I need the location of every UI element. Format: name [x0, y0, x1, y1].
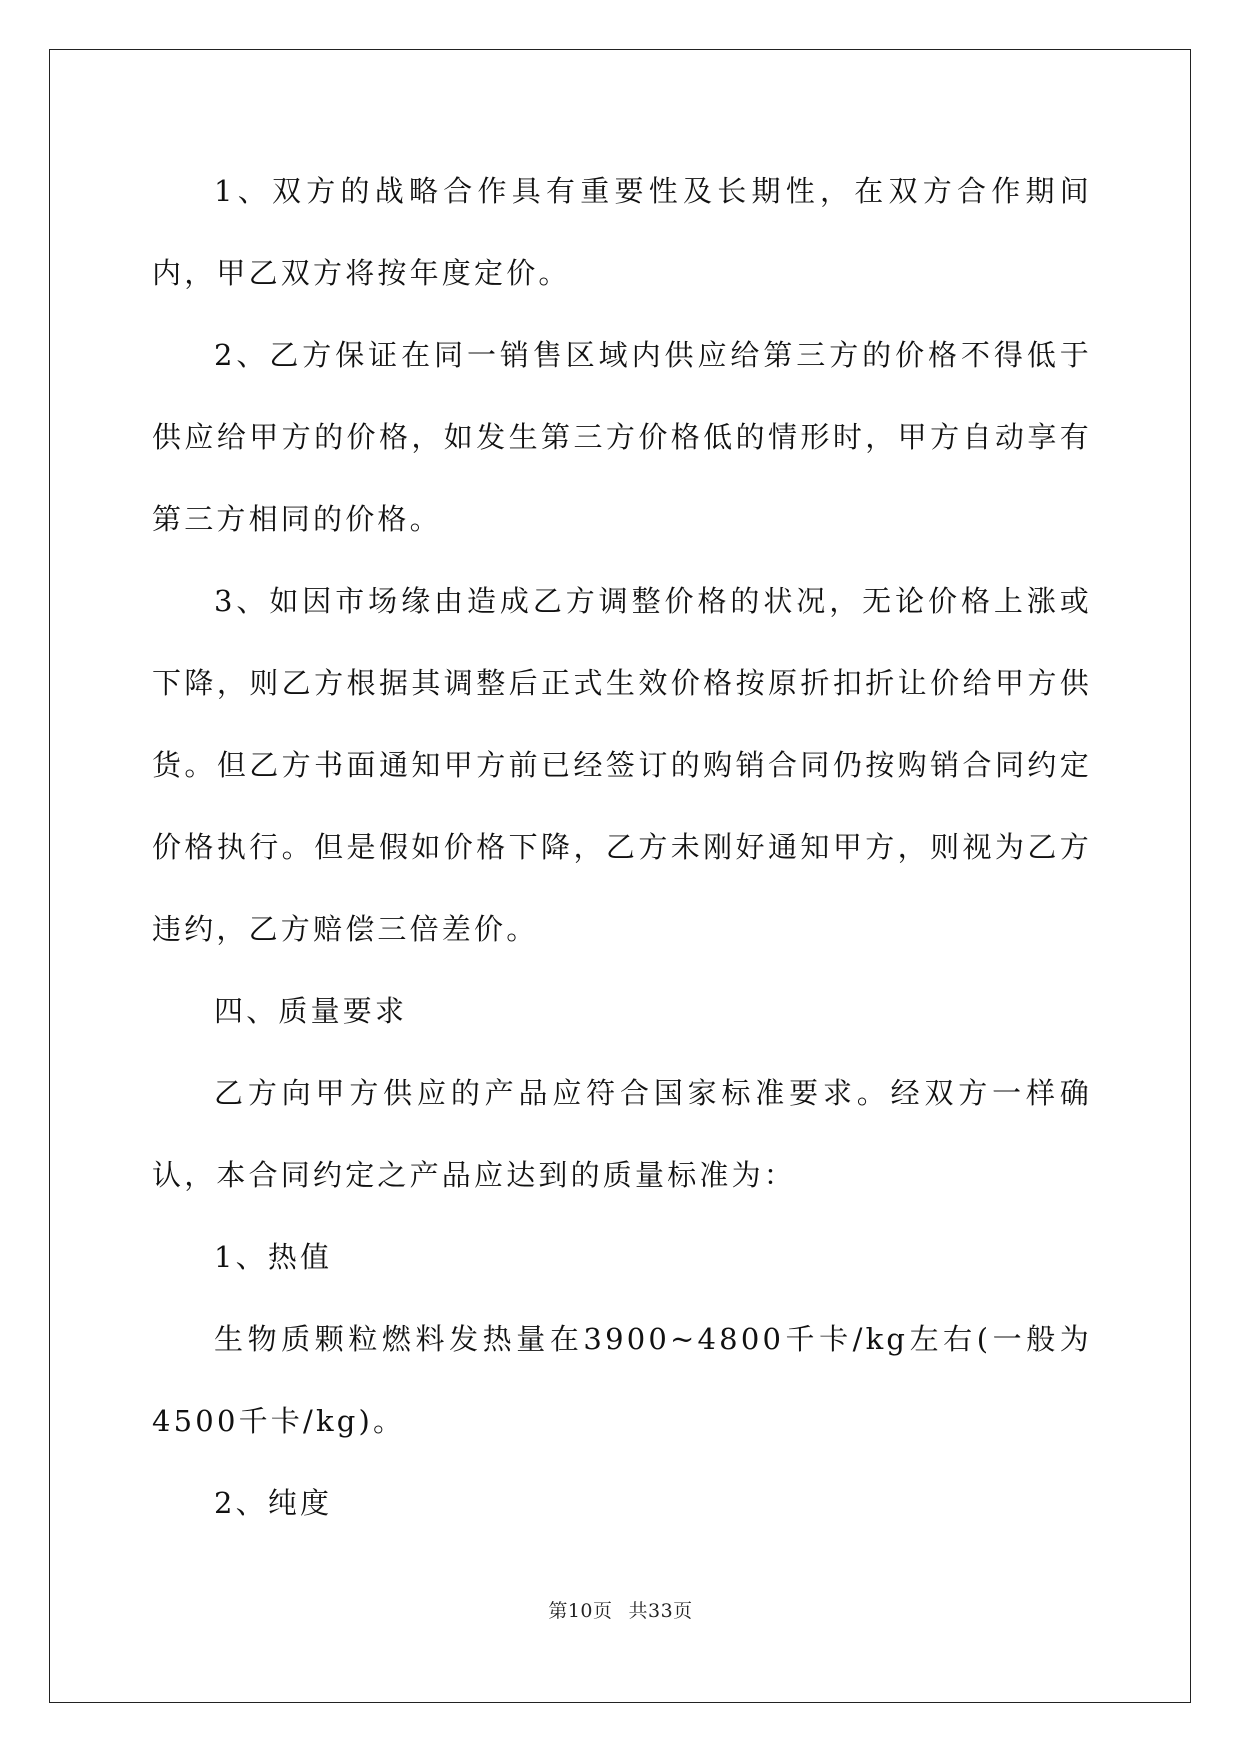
paragraph-pricing-third-party: 2、乙方保证在同一销售区域内供应给第三方的价格不得低于供应给甲方的价格，如发生第三方价格低的情形时，甲方自动享有第三方相同的价格。: [152, 338, 1092, 536]
paragraph-price-adjustment: 3、如因市场缘由造成乙方调整价格的状况，无论价格上涨或下降，则乙方根据其调整后正式生效价格按原折扣折让价给甲方供货。但乙方书面通知甲方前已经签订的购销合同仍按购销合同约定价格执行。但是假如价格下降，乙方未刚好通知甲方，则视为乙方违约，乙方赔偿三倍差价。: [152, 584, 1092, 946]
section-heading-quality: 四、质量要求: [214, 994, 408, 1028]
item-heading-purity: 2、纯度: [214, 1486, 333, 1520]
paragraph-pricing-annual: 1、双方的战略合作具有重要性及长期性，在双方合作期间内，甲乙双方将按年度定价。: [152, 174, 1092, 290]
paragraph-quality-standard: 乙方向甲方供应的产品应符合国家标准要求。经双方一样确认，本合同约定之产品应达到的质量标准为：: [152, 1076, 1092, 1192]
page-total: 共33页: [628, 1600, 693, 1622]
page-number: 第10页: [548, 1600, 613, 1622]
page-footer: [0, 1596, 1241, 1623]
paragraph-heat-value: 生物质颗粒燃料发热量在3900~4800千卡/kg左右(一般为4500千卡/kg)。: [152, 1322, 1092, 1438]
item-heading-heat-value: 1、热值: [214, 1240, 333, 1274]
